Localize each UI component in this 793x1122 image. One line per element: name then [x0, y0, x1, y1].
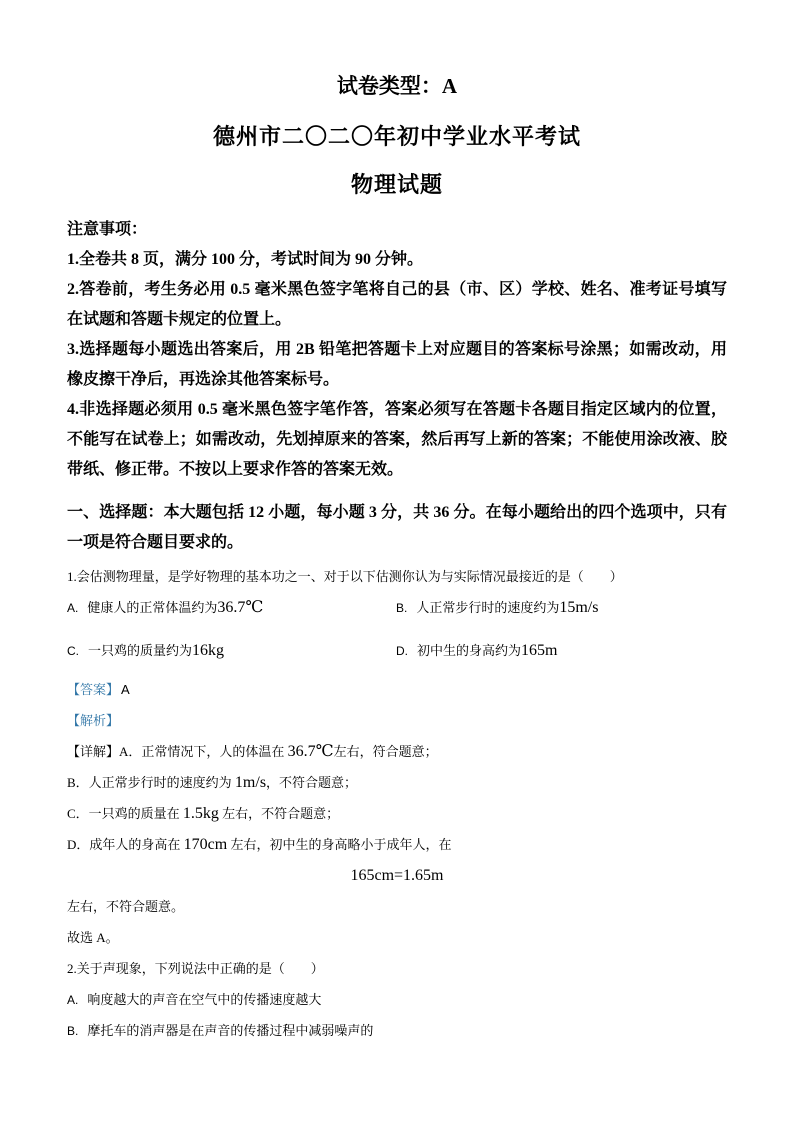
q1-detail-c-value: 1.5kg [182, 805, 219, 822]
q1-option-d [396, 641, 727, 661]
q1-option-a-label: A. [67, 601, 79, 615]
q2-option-a [67, 990, 727, 1010]
q2-option-b [67, 1021, 727, 1041]
q2-option-b-label: B. [67, 1024, 79, 1038]
q1-analysis-line [67, 711, 727, 731]
q2-option-a-label: A. [67, 993, 79, 1007]
q1-option-d-text: 初中生的身高约为 [417, 643, 522, 658]
detail-label: 【详解】 [67, 744, 120, 759]
q1-detail-b-pre: B．人正常步行时的速度约为 [67, 775, 235, 790]
notice-heading: 注意事项： [67, 221, 148, 238]
q1-detail-c [67, 804, 727, 824]
answer-label: 【答案】 [67, 682, 120, 697]
q1-detail-d-value: 170cm [183, 836, 228, 853]
q1-detail-b-post: ，不符合题意； [266, 775, 358, 790]
q1-detail-d-post: 左右，初中生的身高略小于成年人，在 [227, 837, 452, 852]
q1-detail-b [67, 773, 727, 793]
questions-area [67, 567, 727, 1041]
q2-option-a-text: 响度越大的声音在空气中的传播速度越大 [87, 992, 322, 1007]
q1-detail-a [67, 742, 727, 762]
q1-option-c [67, 641, 396, 661]
q1-option-a [67, 598, 396, 618]
q1-detail-d-pre: D．成年人的身高在 [67, 837, 184, 852]
q1-option-b [396, 598, 727, 618]
q1-option-c-text: 一只鸡的质量约为 [88, 643, 193, 658]
q1-option-b-text: 人正常步行时的速度约为 [416, 600, 560, 615]
q2-stem: 2.关于声现象，下列说法中正确的是（ ） [67, 961, 324, 976]
q1-option-b-value: 15m/s [559, 599, 599, 616]
q1-detail-a-value: 36.7℃ [287, 743, 334, 760]
q1-option-c-value: 16kg [192, 642, 225, 659]
q1-conclusion: 故选 A。 [67, 930, 119, 945]
notice-section [67, 215, 727, 485]
q1-option-d-label: D. [396, 644, 408, 658]
q1-options [67, 598, 727, 661]
q1-answer-line [67, 680, 727, 700]
q1-detail-c-pre: C．一只鸡的质量在 [67, 806, 183, 821]
notice-item: 2.答卷前，考生务必用 0.5 毫米黑色签字笔将自己的县（市、区）学校、姓名、准考证号填写在试题和答题卡规定的位置上。 [67, 281, 727, 328]
q1-option-a-value: 36.7℃ [217, 599, 264, 616]
q1-stem: 1.会估测物理量，是学好物理的基本功之一、对于以下估测你认为与实际情况最接近的是（ ） [67, 569, 623, 584]
q1-after-formula: 左右，不符合题意。 [67, 899, 185, 914]
q1-option-d-value: 165m [521, 642, 558, 659]
exam-title: 德州市二〇二〇年初中学业水平考试 [212, 124, 581, 149]
section-one-heading: 一、选择题：本大题包括 12 小题，每小题 3 分，共 36 分。在每小题给出的四个选项中，只有一项是符合题目要求的。 [67, 504, 727, 551]
exam-type-title: 试卷类型：A [336, 74, 458, 98]
q1-answer-value: A [121, 682, 130, 697]
q2-option-b-text: 摩托车的消声器是在声音的传播过程中减弱噪声的 [87, 1023, 374, 1038]
q1-detail-d [67, 835, 727, 855]
notice-item: 1.全卷共 8 页，满分 100 分，考试时间为 90 分钟。 [67, 251, 424, 268]
q1-formula-line [67, 866, 727, 886]
analysis-label: 【解析】 [67, 713, 120, 728]
notice-item: 3.选择题每小题选出答案后，用 2B 铅笔把答题卡上对应题目的答案标号涂黑；如需改动，用橡皮擦干净后，再选涂其他答案标号。 [67, 341, 727, 388]
q1-option-b-label: B. [396, 601, 408, 615]
q1-detail-a-post: 左右，符合题意； [333, 744, 438, 759]
notice-item: 4.非选择题必须用 0.5 毫米黑色签字笔作答，答案必须写在答题卡各题目指定区域内的位置，不能写在试卷上；如需改动，先划掉原来的答案，然后再写上新的答案；不能使用涂改液、胶带纸、修正带。不按以上要求作答的答案无效。 [67, 401, 727, 478]
q1-detail-b-value: 1m/s [234, 774, 267, 791]
q1-detail-c-post: 左右，不符合题意； [218, 806, 340, 821]
q1-option-a-text: 健康人的正常体温约为 [87, 600, 218, 615]
q1-detail-a-pre: A．正常情况下，人的体温在 [119, 744, 288, 759]
exam-subtitle: 物理试题 [350, 172, 443, 197]
q1-option-c-label: C. [67, 644, 79, 658]
q1-formula: 165cm=1.65m [350, 867, 444, 884]
